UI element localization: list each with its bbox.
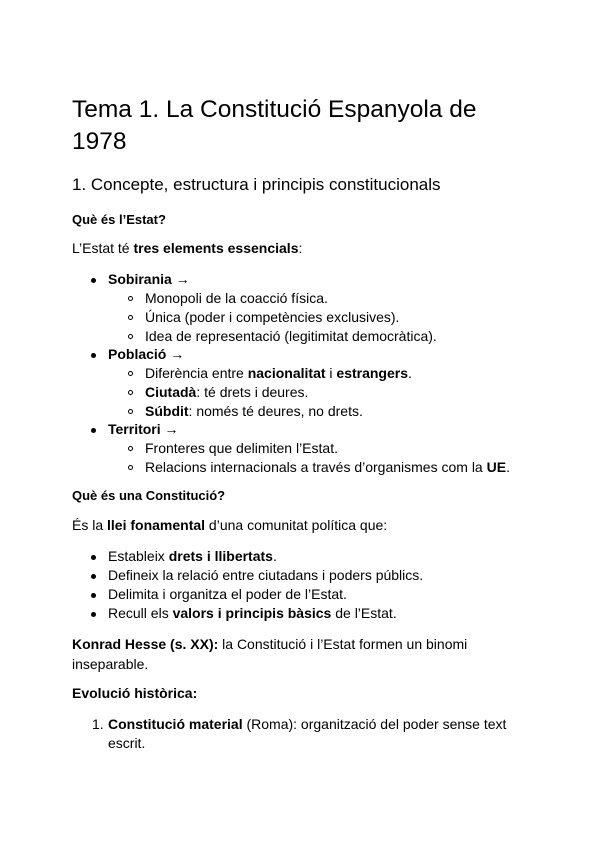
text-run: la Constitució i l’Estat formen un binomi inseparable. <box>72 636 468 672</box>
subheading-estat: Què és l’Estat? <box>72 212 166 227</box>
list-item-territori: Territori → <box>108 421 179 437</box>
list-item-poblacio: Població → <box>108 346 185 362</box>
list-item <box>108 604 397 623</box>
text-run: de l’Estat. <box>331 605 397 621</box>
bullet-circle <box>128 315 133 320</box>
list-item: Delimita i organitza el poder de l’Estat. <box>108 586 347 602</box>
bold-run: Ciutadà <box>145 384 197 400</box>
bold-run: estrangers <box>336 365 408 381</box>
text-run: d’una comunitat política que: <box>205 517 388 533</box>
bold-run: Konrad Hesse (s. XX): <box>72 636 219 652</box>
bold-run: nacionalitat <box>247 365 326 381</box>
bullet-dot <box>91 353 96 358</box>
bullet-circle <box>128 409 133 414</box>
list-item: Única (poder i competències exclusives). <box>145 309 400 325</box>
text-run: : té drets i deures. <box>196 384 309 400</box>
list-item <box>145 364 412 383</box>
text-run: Relacions internacionals a través d’organismes com la <box>145 459 487 475</box>
subheading-evolucio: Evolució històrica: <box>72 685 198 701</box>
text-run: L’Estat té <box>72 240 134 256</box>
text-run: Diferència entre <box>145 365 248 381</box>
bold-run: tres elements essencials <box>133 240 299 256</box>
bullet-dot <box>91 593 96 598</box>
bullet-dot <box>91 612 96 617</box>
bullet-dot <box>91 428 96 433</box>
list-item-sobirania: Sobirania → <box>108 271 190 287</box>
bullet-circle <box>128 446 133 451</box>
subheading-constitucio: Què és una Constitució? <box>72 488 226 503</box>
intro2-paragraph <box>72 515 532 535</box>
bullet-circle <box>128 390 133 395</box>
bullet-circle <box>128 465 133 470</box>
bold-run: UE <box>486 459 507 475</box>
text-run: i <box>325 365 337 381</box>
bullet-dot <box>91 574 96 579</box>
list-number: 1. <box>92 716 104 732</box>
text-run: Recull els <box>108 605 173 621</box>
numbered-list-item <box>108 715 513 753</box>
text-run: . <box>272 548 277 564</box>
list-item: Idea de representació (legitimitat democràtica). <box>145 328 437 344</box>
bullet-dot <box>91 278 96 283</box>
text-run: : <box>298 240 303 256</box>
bullet-dot <box>91 555 96 560</box>
list-item: Defineix la relació entre ciutadans i poders públics. <box>108 567 424 583</box>
text-run: . <box>506 459 510 475</box>
text-run: (Roma): organització del poder sense text escrit. <box>108 716 507 751</box>
text-run: : només té deures, no drets. <box>188 403 363 419</box>
text-run: És la <box>72 517 108 533</box>
list-item <box>145 458 510 477</box>
bold-run: valors i principis bàsics <box>172 605 332 621</box>
bullet-circle <box>128 334 133 339</box>
text-run: . <box>408 365 412 381</box>
list-item: Monopoli de la coacció física. <box>145 290 328 306</box>
bold-run: llei fonamental <box>107 517 206 533</box>
bold-run: Constitució material <box>108 716 243 732</box>
bullet-circle <box>128 296 133 301</box>
page-title: Tema 1. La Constitució Espanyola de 1978 <box>72 96 477 155</box>
list-item <box>108 547 277 566</box>
text-run: Estableix <box>108 548 169 564</box>
bullet-circle <box>128 371 133 376</box>
list-item <box>145 402 363 421</box>
bold-run: drets i llibertats <box>168 548 273 564</box>
list-item: Fronteres que delimiten l’Estat. <box>145 440 338 456</box>
intro-paragraph <box>72 238 532 258</box>
section-heading-1: 1. Concepte, estructura i principis constitucionals <box>72 175 441 194</box>
bold-run: Súbdit <box>145 403 189 419</box>
hesse-paragraph <box>72 634 482 674</box>
list-item <box>145 383 308 402</box>
